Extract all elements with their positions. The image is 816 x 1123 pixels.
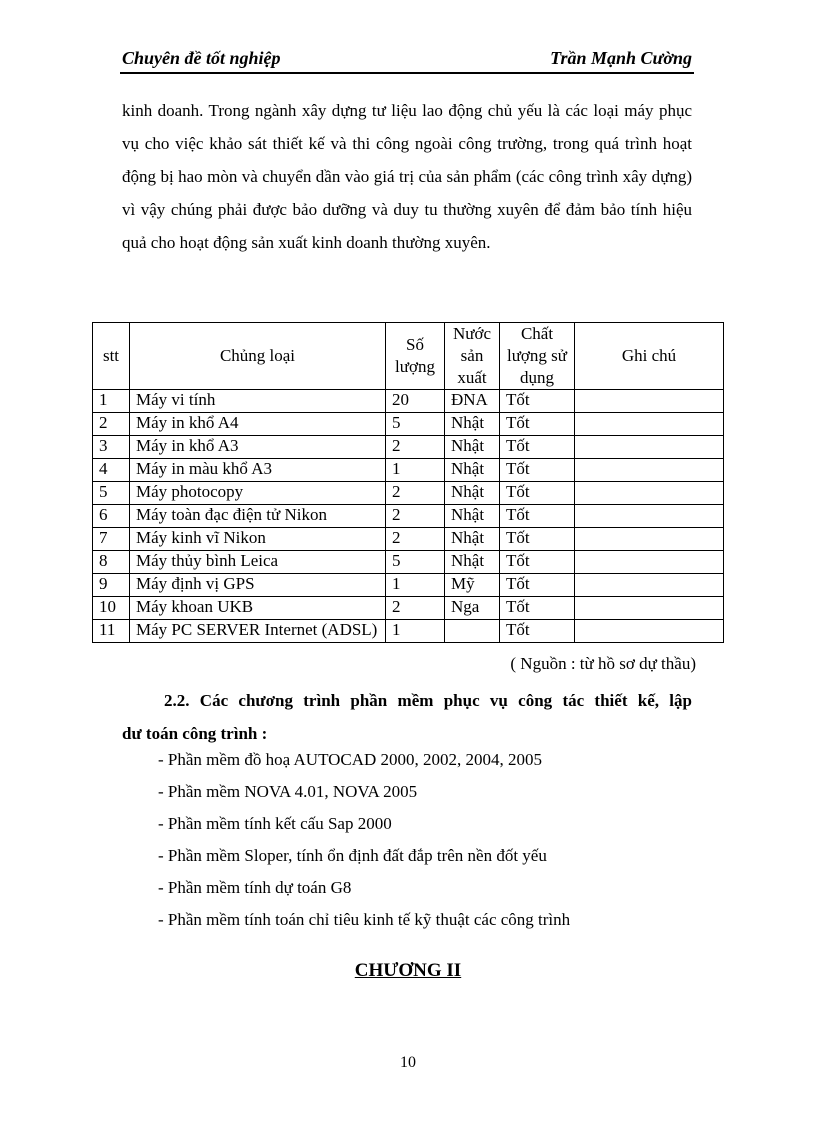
col-header-type: Chủng loại <box>130 323 386 390</box>
cell-quantity: 1 <box>386 574 445 597</box>
cell-notes <box>575 620 724 643</box>
cell-quantity: 1 <box>386 620 445 643</box>
cell-quantity: 5 <box>386 413 445 436</box>
list-item: - Phần mềm tính kết cấu Sap 2000 <box>158 814 392 833</box>
page-number: 10 <box>400 1054 416 1071</box>
cell-origin: Nga <box>445 597 500 620</box>
cell-stt: 7 <box>93 528 130 551</box>
cell-type: Máy in màu khổ A3 <box>130 459 386 482</box>
cell-origin: Nhật <box>445 482 500 505</box>
cell-quality: Tốt <box>500 505 575 528</box>
cell-quantity: 2 <box>386 436 445 459</box>
cell-type: Máy kinh vĩ Nikon <box>130 528 386 551</box>
table-row <box>93 436 724 459</box>
section-heading-line-2: dư toán công trình : <box>122 724 268 743</box>
cell-stt: 10 <box>93 597 130 620</box>
cell-origin: ĐNA <box>445 390 500 413</box>
cell-quantity: 5 <box>386 551 445 574</box>
cell-origin: Nhật <box>445 436 500 459</box>
list-item: - Phần mềm NOVA 4.01, NOVA 2005 <box>158 782 418 801</box>
cell-quantity: 2 <box>386 528 445 551</box>
cell-notes <box>575 459 724 482</box>
cell-quantity: 2 <box>386 505 445 528</box>
cell-quality: Tốt <box>500 551 575 574</box>
cell-quality: Tốt <box>500 574 575 597</box>
cell-quality: Tốt <box>500 482 575 505</box>
list-item: - Phần mềm tính toán chỉ tiêu kinh tế kỹ thuật các công trình <box>158 910 571 929</box>
cell-quantity: 1 <box>386 459 445 482</box>
cell-stt: 8 <box>93 551 130 574</box>
cell-quality: Tốt <box>500 528 575 551</box>
header-author: Trần Mạnh Cường <box>550 48 692 68</box>
cell-stt: 1 <box>93 390 130 413</box>
cell-origin: Nhật <box>445 505 500 528</box>
table-row <box>93 505 724 528</box>
software-list <box>158 744 570 936</box>
cell-stt: 11 <box>93 620 130 643</box>
list-item: - Phần mềm tính dự toán G8 <box>158 878 352 897</box>
table-row <box>93 413 724 436</box>
cell-type: Máy định vị GPS <box>130 574 386 597</box>
cell-notes <box>575 597 724 620</box>
header-title: Chuyên đề tốt nghiệp <box>122 48 281 68</box>
table-row <box>93 459 724 482</box>
cell-type: Máy in khổ A4 <box>130 413 386 436</box>
cell-type: Máy toàn đạc điện tử Nikon <box>130 505 386 528</box>
equipment-table <box>92 322 724 643</box>
cell-type: Máy PC SERVER Internet (ADSL) <box>130 620 386 643</box>
cell-notes <box>575 413 724 436</box>
section-heading-line-1: 2.2. Các chương trình phần mềm phục vụ công tác thiết kế, lập <box>164 691 692 710</box>
col-header-stt: stt <box>93 323 130 390</box>
cell-stt: 2 <box>93 413 130 436</box>
cell-stt: 3 <box>93 436 130 459</box>
body-paragraph: kinh doanh. Trong ngành xây dựng tư liệu lao động chủ yếu là các loại máy phục vụ cho việc khảo sát thiết kế và thi công ngoài công trường, trong quá trình hoạt động bị hao mòn và chuyển dần vào giá trị của sản phẩm (các công trình xây dựng) vì vậy chúng phải được bảo dưỡng và duy tu thường xuyên để đảm bảo tính hiệu quả cho hoạt động sản xuất kinh doanh thường xuyên. <box>122 101 692 252</box>
cell-quality: Tốt <box>500 436 575 459</box>
cell-notes <box>575 528 724 551</box>
cell-stt: 6 <box>93 505 130 528</box>
table-row <box>93 574 724 597</box>
table-header-row <box>93 323 724 390</box>
cell-notes <box>575 390 724 413</box>
section-heading <box>122 684 692 750</box>
cell-quantity: 20 <box>386 390 445 413</box>
cell-origin: Nhật <box>445 528 500 551</box>
col-header-quantity: Số lượng <box>386 323 445 390</box>
cell-quality: Tốt <box>500 390 575 413</box>
cell-type: Máy vi tính <box>130 390 386 413</box>
cell-quality: Tốt <box>500 413 575 436</box>
col-header-origin: Nước sản xuất <box>445 323 500 390</box>
cell-stt: 9 <box>93 574 130 597</box>
cell-quantity: 2 <box>386 482 445 505</box>
cell-origin: Nhật <box>445 551 500 574</box>
source-note: ( Nguồn : từ hồ sơ dự thầu) <box>510 654 696 673</box>
cell-type: Máy photocopy <box>130 482 386 505</box>
cell-notes <box>575 574 724 597</box>
cell-quality: Tốt <box>500 459 575 482</box>
cell-type: Máy in khổ A3 <box>130 436 386 459</box>
cell-notes <box>575 436 724 459</box>
col-header-quality: Chất lượng sử dụng <box>500 323 575 390</box>
chapter-title: CHƯƠNG II <box>354 960 462 981</box>
cell-quantity: 2 <box>386 597 445 620</box>
table-row <box>93 551 724 574</box>
cell-type: Máy thủy bình Leica <box>130 551 386 574</box>
cell-quality: Tốt <box>500 597 575 620</box>
cell-origin <box>445 620 500 643</box>
table-row <box>93 620 724 643</box>
col-header-notes: Ghi chú <box>575 323 724 390</box>
cell-origin: Nhật <box>445 459 500 482</box>
table-body <box>93 390 724 643</box>
cell-notes <box>575 482 724 505</box>
table-row <box>93 390 724 413</box>
cell-stt: 4 <box>93 459 130 482</box>
cell-quality: Tốt <box>500 620 575 643</box>
table-row <box>93 597 724 620</box>
table-row <box>93 482 724 505</box>
cell-notes <box>575 505 724 528</box>
list-item: - Phần mềm Sloper, tính ổn định đất đắp trên nền đốt yếu <box>158 846 547 865</box>
table-row <box>93 528 724 551</box>
page-header <box>120 46 694 74</box>
cell-origin: Mỹ <box>445 574 500 597</box>
cell-origin: Nhật <box>445 413 500 436</box>
cell-notes <box>575 551 724 574</box>
cell-stt: 5 <box>93 482 130 505</box>
list-item: - Phần mềm đồ hoạ AUTOCAD 2000, 2002, 2004, 2005 <box>158 750 543 769</box>
cell-type: Máy khoan UKB <box>130 597 386 620</box>
